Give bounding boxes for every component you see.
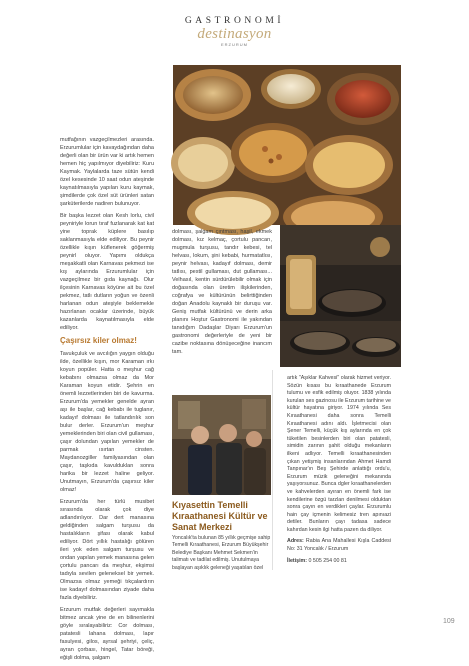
page-header — [0, 16, 469, 47]
paragraph: Erzurum'da her türlü musibet sırasında olarak çok diye adlandırılıyor. Dar dert manasına geldiğinden salgam turşusu da hastalıkların şifası olarak kabul ediliyor. Dört yıllık hastalığı gölüren ileri yok eden salgam turşusu ve ondan yapılan yemek manasına gelen çortulu pancarı da meşhur, ekşimsi tadıyla sevilen geleneksel bir yemek. Olmazsa olmaz yemeği tıkçalardırın ise kadayıf dolmasından ziyade daha fazla diyebiliriz. — [60, 499, 154, 601]
cafe-photo-illustration — [280, 225, 401, 367]
photo-caption — [172, 500, 272, 572]
caption-title: Kıyasettin Temelli Kıraathanesi Kültür ve Sanat Merkezi — [172, 500, 268, 532]
paragraph: dolması, şalgam çıntması, haşil, ekmek dolması, kız kelmaç, çortulu pancarı, mugmula turşusu, tandır kebesi, tel helvası, lokum, şini kebabi, hurmatatlısı, peynir helvası, kadayıf dolması, demir tatlısı, pestil gullaması, dut gullaması... Velhasıl, kentin sürdürülebilir olmak için doğasında olan üretim ilişkilerinden, coğrafya ve kültürünün belirttiğinden doğan Anadolu kaynaklı bir duruşu var. Geniş mutfak kültürünü ve derin arka planını Hoştur Gastronomi ile yakından tanıdığım Dadaşlar Diyarı Erzurum'un gastronomi değerleriyle de yeni bir cazibe noktasına dönüşeceğine inancım tam. — [172, 229, 272, 355]
paragraph: Erzurum mutfak değerleri sayımakla bitmez ancak yine de en bilinenlerini göyle sıralayabiliriz: Cor dolması, patatesli lahana dolması, lapır fasulyesi, gilos, ayrsal şehriyi, çeliç, ayran çorbası, hingel, Tatar böreği, eğişli dolma, şalgam — [60, 607, 154, 661]
section-brand: GASTRONOMİ — [184, 16, 285, 26]
people-photo — [172, 395, 271, 495]
article-column-3 — [287, 375, 391, 569]
address-label: Adres: — [287, 538, 304, 545]
article-column-2 — [172, 228, 272, 360]
cafe-photo — [280, 225, 401, 367]
address-value: Rabia Ana Mahallesi Kışla Caddesi No: 31 Yoncalık / Erzurum — [287, 538, 391, 553]
paragraph: Bir başka lezzet olan Kesh lorlu, civil peyniriyle lorun tıraf fuzlanarak kat kat yine toprak küplere basılıp saklanmasıyla elde ediliyor. Bu peynir özellikle kışın küflenerek göğermiş peynirl oluyor. Yapımı oldukça meşakkatli olan Karnavas pekmezi ise kış aylarında Erzurumlular için vazgeçilmez bir gıda kaynağı. Olur ilçesinin Karnavas köyüne ait bu özel pekmez, tatlı dutların yoğun ve özenli harlanan odun ateşiyle beklemekle hazırlanan ocaklar üzerinde, büyük kazanlarda kaynatılmasıyla elde ediliyor. — [60, 213, 154, 331]
column-divider — [272, 370, 273, 570]
people-photo-illustration — [172, 395, 271, 495]
paragraph: artık "Aşıklar Kahvesi" olarak hizmet veriyor. Sözün kısası bu kıraathanede Erzurum tulumu ve esfik edilmiş oluyor. 1838 yılında kurulan ses gazinosu ile Erzurum tarihine ve kültür hayatına giriyor. 1974 yılında Ses Kıraathanesi daha sonra Temelli Kıraathanesi adını aldı. İşletmecisi olan Şener Temelli, küçük kış aylarında en çok tüketilen besinlerden biri olan patatesli, simidin zarının şahit olduğu mekanların ilkeni adlıyor. Temelli kıraathanesinden çıkan yetişmiş insanlarından Ahmet Hamdi Tanpınar'ın Beş Şehirde anlattığı ordu'u, Erzurum müzik geleneğini mekanında yaşıyorsunuz. Bunca dgler kıraathanelerden ve kahvelerden ayıran en önemli fark ise kendilerine özgü tarzları denilmesi olduktan sonra çayın en verdikleri çaylar. Erzurumlu hain çay içmenin kelimesiz tren apınıazi detiler. Bunların çayı tadasa sadece kahırdan kesin ilgi hatta pazen da diliyor. — [287, 375, 391, 533]
page-number: 109 — [443, 618, 455, 625]
phone-label: İletişim: — [287, 557, 308, 564]
article-column-1 — [60, 136, 154, 666]
paragraph: Tavukçuluk ve avcılığın yaygın olduğu ilde, özellikle kışın, mor Karaman ırkı koyun popüler. Hatta o meşhur cağ kebabını olmazsa olmaz da Mor Karaman koyun etidir. Şehrin en önemli lezzetlerinden biri de kavurma. Erzurum'da yemekler genelde ayran aşı ile başlar, cağ kebabı ile tuglanır, kadayıf dolması ile tatlandırılık son bulur derler. Erzurum'un meşhur yemeklerinden biri olan civil gullaması, çaşır dolundan yapılan yemekler de parmak ısırtan cinsten. Maydanozgiller familyasından olan çaşır, taşkıda kavuldukları sonra harika bir lezzet haline geliyor. Unutmayın, Erzurum'da çaşırsız kiler olmaz! — [60, 351, 154, 493]
food-photo-illustration — [173, 65, 401, 225]
section-tag: ERZURUM — [221, 42, 248, 47]
caption-body: Yoncalık'ta bulunan 85 yıllık geçmişe sahip Temelli Kıraathanesi, Erzurum Büyükşehir Belediye Başkanı Mehmet Sekmen'in talimatı ve tadilat edilmiş. Unutulmaya başlayan aşıklık geleneği yaşatılan özel — [172, 535, 271, 571]
section-subtitle: destinasyon — [197, 26, 272, 42]
section-heading: Çaşırsız kiler olmaz! — [60, 336, 137, 345]
food-photo — [173, 65, 401, 225]
phone-value: 0 505 254 00 81 — [308, 557, 347, 564]
paragraph: mutfağının vazgeçilmezleri arasında. Erzurumlular için kavaydağından daha değerli olan bir ürün var ki artık hemen hemen hiç yapılmıyor diyebiliriz: Kuru Kaymak. Yaylalarda taze sütün kendi özel kesesinde 10 saat odun ateşinde kaynatılmasıyla yapılan kuru kaymak, şimdilerde çok özel süt ürünleri satan şarküterilerde nadiren bulunuyor. — [60, 137, 154, 207]
phone-line — [287, 558, 391, 566]
address-line — [287, 538, 391, 553]
